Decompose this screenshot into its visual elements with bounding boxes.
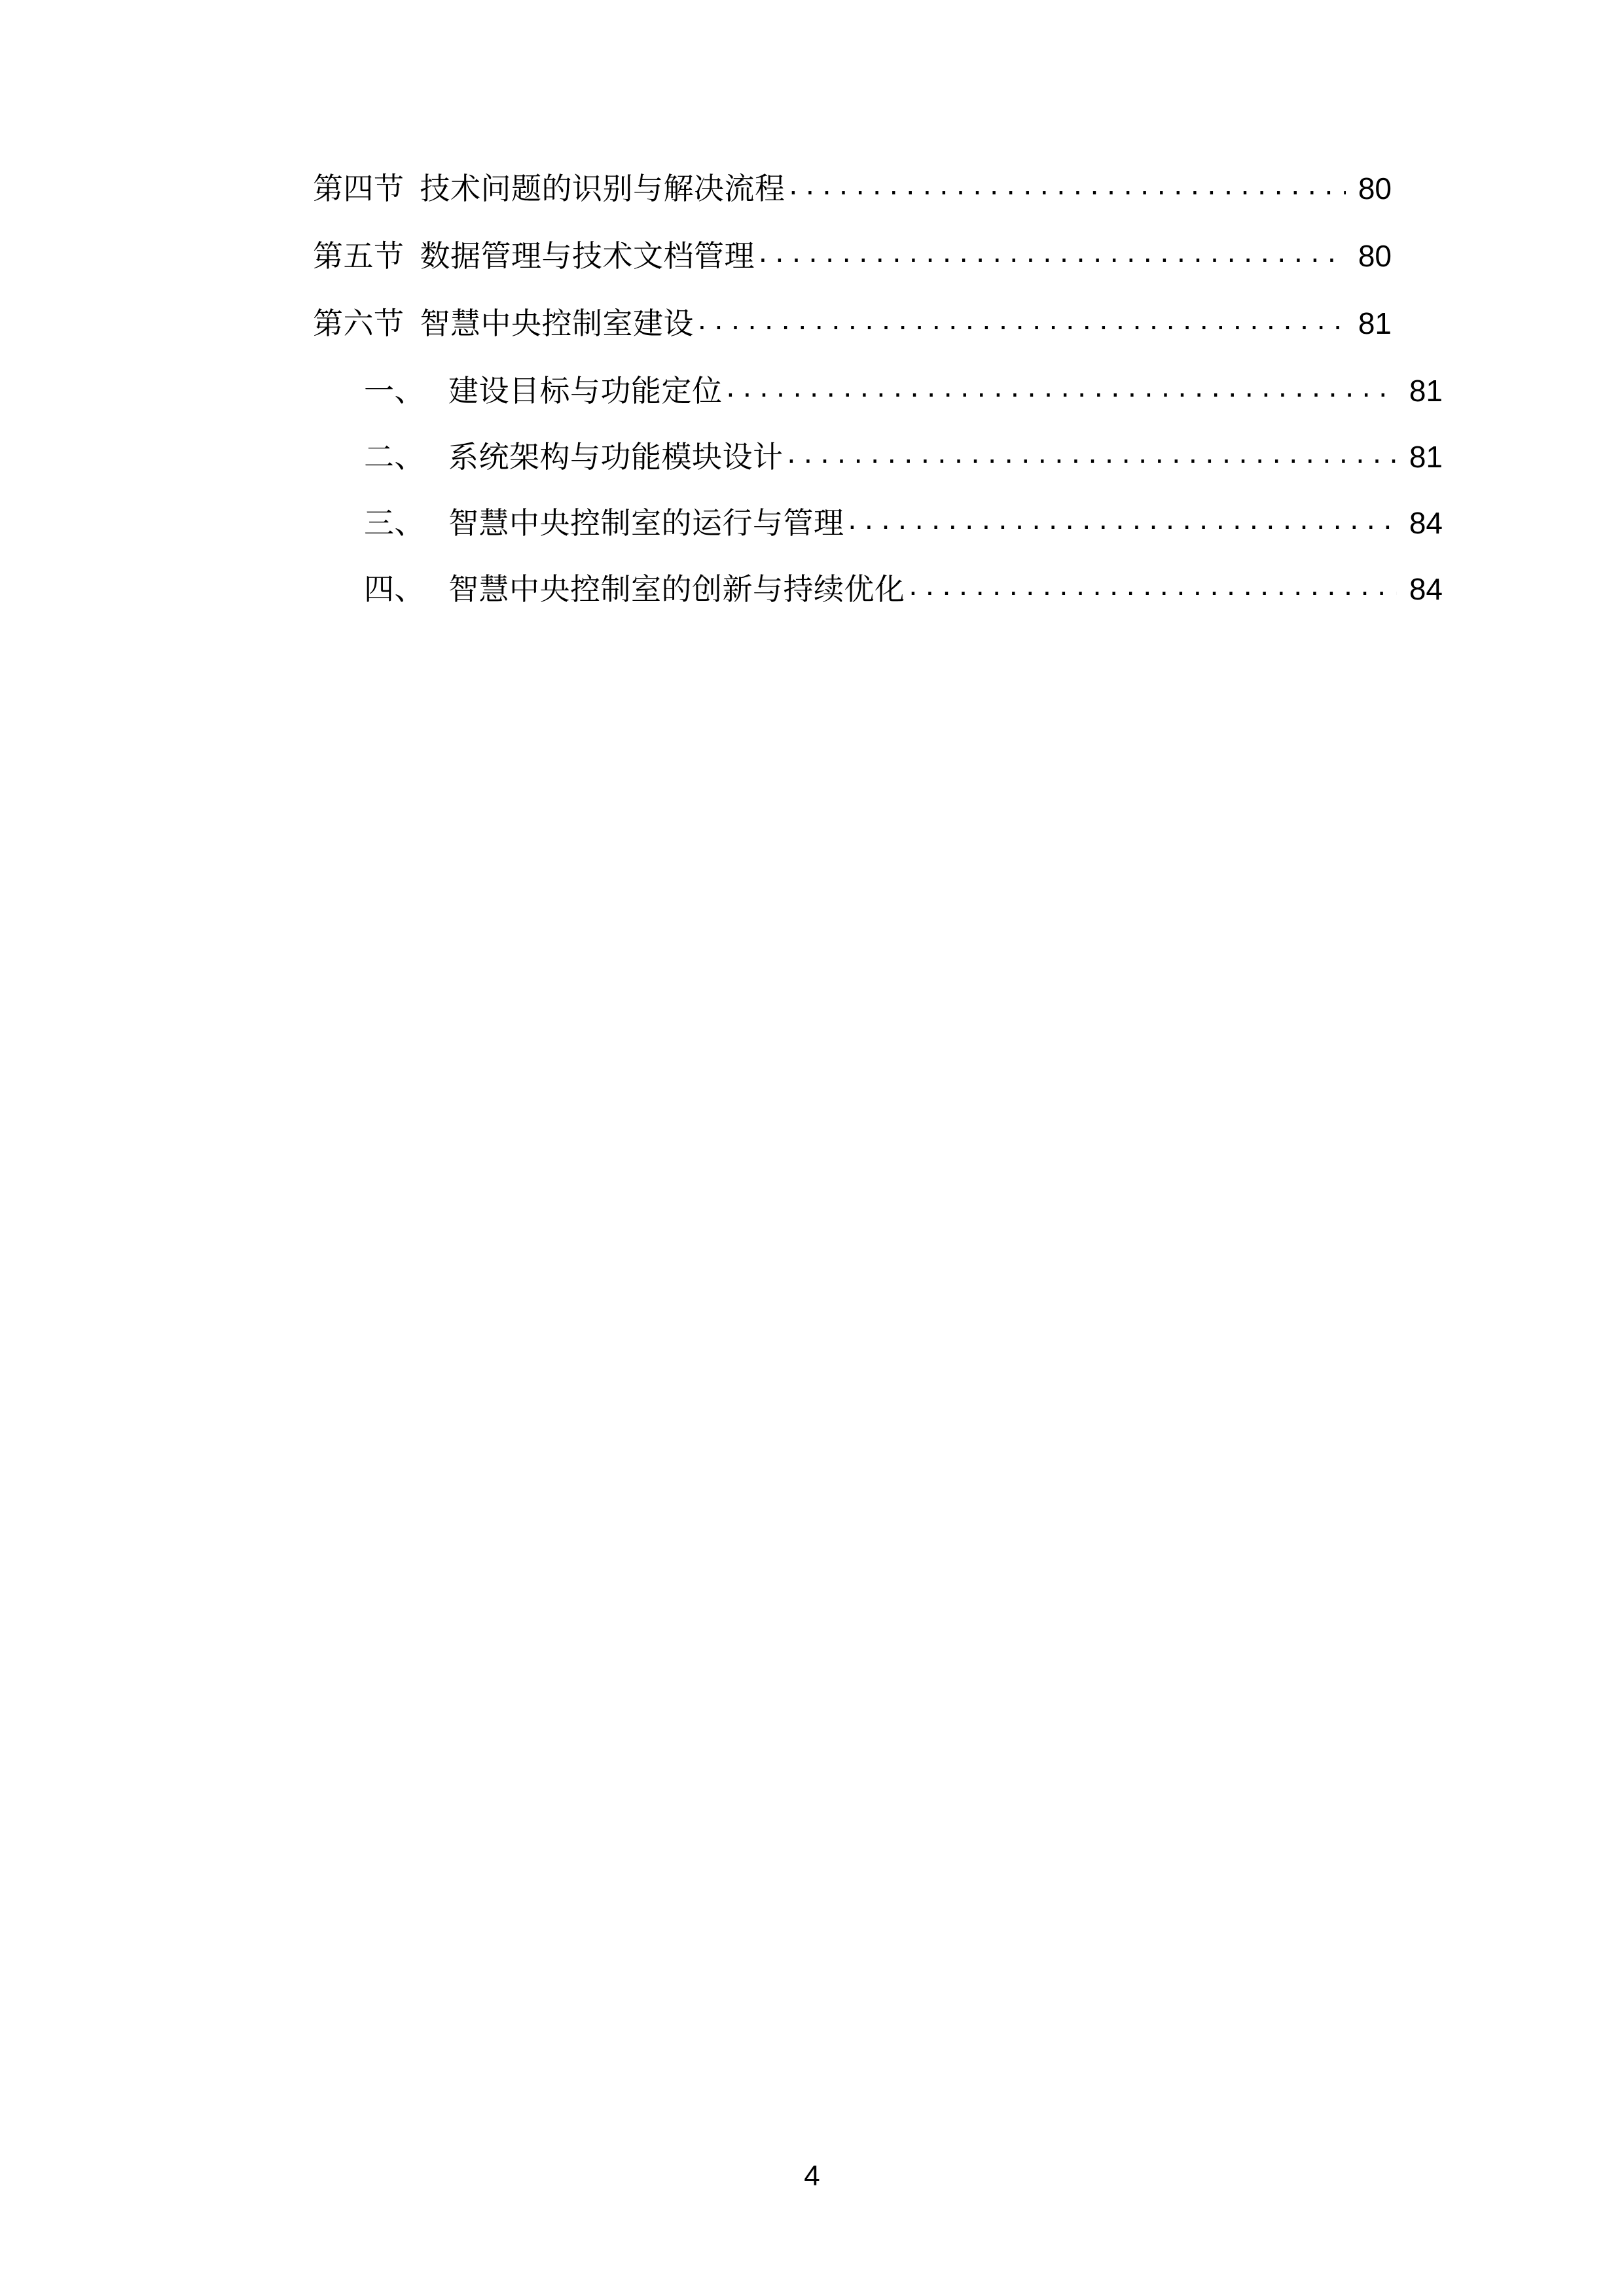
toc-dot-leader — [909, 569, 1398, 600]
toc-entry-number: 第六节 — [313, 306, 405, 340]
toc-entry-title: 数据管理与技术文档管理 — [420, 239, 755, 273]
toc-entry-page: 81 — [1409, 374, 1443, 408]
toc-dot-leader — [759, 236, 1346, 266]
toc-entry-page: 84 — [1409, 506, 1443, 540]
toc-entry-page: 80 — [1358, 239, 1392, 273]
toc-dot-leader — [787, 437, 1398, 467]
toc-entry-text — [364, 574, 905, 604]
toc-entry[interactable] — [313, 503, 1443, 538]
toc-entry-title: 建设目标与功能定位 — [448, 374, 723, 408]
toc-entry[interactable] — [313, 236, 1392, 271]
toc-entry-text — [364, 442, 784, 472]
toc-entry-page: 81 — [1358, 306, 1392, 340]
toc-entry-title: 智慧中央控制室的创新与持续优化 — [448, 572, 905, 606]
toc-entry[interactable] — [313, 569, 1443, 604]
toc-entry[interactable] — [313, 169, 1392, 204]
toc-entry-text — [364, 376, 723, 406]
toc-entry-page: 80 — [1358, 171, 1392, 206]
toc-dot-leader — [848, 503, 1398, 533]
toc-dot-leader — [789, 169, 1346, 199]
toc-entry-title: 智慧中央控制室建设 — [420, 306, 694, 340]
toc-dot-leader — [698, 304, 1346, 334]
toc-entry-text — [313, 308, 694, 338]
toc-entry-text — [313, 241, 755, 271]
table-of-contents — [313, 169, 1443, 636]
toc-entry-number: 第四节 — [313, 171, 405, 206]
page-folio: 4 — [804, 2160, 820, 2192]
toc-entry-text — [313, 173, 785, 204]
toc-entry-title: 系统架构与功能模块设计 — [448, 440, 784, 474]
toc-dot-leader — [727, 371, 1398, 401]
toc-entry[interactable] — [313, 371, 1443, 406]
toc-entry[interactable] — [313, 304, 1392, 338]
toc-entry-title: 技术问题的识别与解决流程 — [420, 171, 785, 206]
toc-entry-number: 二、 — [364, 440, 425, 474]
toc-entry-title: 智慧中央控制室的运行与管理 — [448, 506, 844, 540]
toc-entry-number: 第五节 — [313, 239, 405, 273]
toc-entry-number: 一、 — [364, 374, 425, 408]
toc-entry-text — [364, 508, 844, 538]
toc-entry-page: 84 — [1409, 572, 1443, 606]
toc-entry-number: 三、 — [364, 506, 425, 540]
toc-entry-page: 81 — [1409, 440, 1443, 474]
toc-entry[interactable] — [313, 437, 1443, 472]
toc-entry-number: 四、 — [364, 572, 425, 606]
